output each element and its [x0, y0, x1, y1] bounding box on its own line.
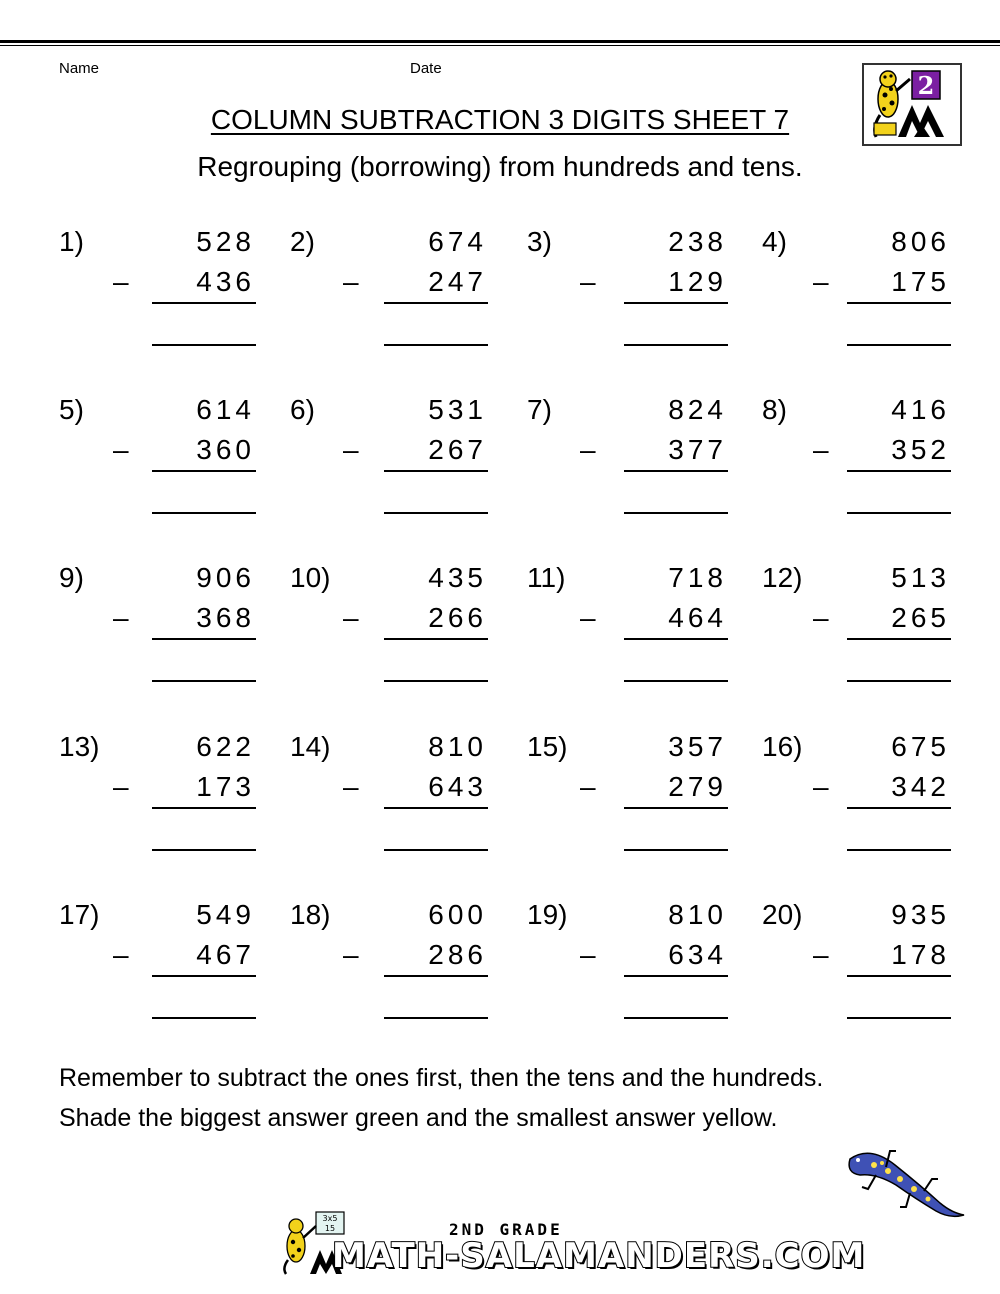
answer-line[interactable] — [624, 680, 728, 682]
answer-line[interactable] — [152, 512, 256, 514]
minuend: 416 — [891, 394, 950, 425]
subtrahend: 377 — [668, 434, 727, 465]
subtraction-line — [624, 807, 728, 809]
minus-sign: – — [813, 434, 829, 465]
minus-sign: – — [580, 434, 596, 465]
subtraction-line — [152, 470, 256, 472]
subtrahend: 352 — [891, 434, 950, 465]
answer-line[interactable] — [847, 1017, 951, 1019]
subtraction-line — [624, 302, 728, 304]
minus-sign: – — [580, 771, 596, 802]
minuend: 549 — [196, 899, 255, 930]
minuend: 435 — [428, 562, 487, 593]
problem-number: 18) — [290, 899, 331, 930]
subtrahend: 279 — [668, 771, 727, 802]
name-label: Name — [59, 60, 100, 77]
minuend: 531 — [428, 394, 487, 425]
subtraction-line — [384, 975, 488, 977]
subtrahend: 286 — [428, 939, 487, 970]
problem-number: 16) — [762, 731, 803, 762]
answer-line[interactable] — [384, 849, 488, 851]
problem-number: 9) — [59, 562, 84, 593]
subtraction-line — [384, 302, 488, 304]
subtraction-line — [847, 638, 951, 640]
minus-sign: – — [113, 266, 129, 297]
problem-number: 19) — [527, 899, 568, 930]
subtrahend: 265 — [891, 602, 950, 633]
minus-sign: – — [580, 939, 596, 970]
subtrahend: 267 — [428, 434, 487, 465]
instruction-line-1: Remember to subtract the ones first, then the tens and the hundreds. — [59, 1064, 824, 1092]
subtrahend: 173 — [196, 771, 255, 802]
problem-number: 15) — [527, 731, 568, 762]
problem-number: 20) — [762, 899, 803, 930]
footer-site-name: MATH-SALAMANDERS.COM — [332, 1236, 866, 1276]
blue-salamander-icon — [840, 1145, 970, 1225]
problem-number: 7) — [527, 394, 552, 425]
subtrahend: 266 — [428, 602, 487, 633]
answer-line[interactable] — [384, 344, 488, 346]
minuend: 718 — [668, 562, 727, 593]
subtrahend: 175 — [891, 266, 950, 297]
answer-line[interactable] — [847, 680, 951, 682]
subtrahend: 247 — [428, 266, 487, 297]
problem-number: 10) — [290, 562, 331, 593]
minus-sign: – — [113, 434, 129, 465]
problem-number: 8) — [762, 394, 787, 425]
date-label: Date — [410, 60, 442, 77]
minus-sign: – — [343, 266, 359, 297]
subtrahend: 342 — [891, 771, 950, 802]
problem-number: 3) — [527, 226, 552, 257]
subtrahend: 360 — [196, 434, 255, 465]
problem-number: 11) — [527, 562, 566, 593]
answer-line[interactable] — [384, 680, 488, 682]
problem-number: 12) — [762, 562, 803, 593]
answer-line[interactable] — [847, 512, 951, 514]
subtrahend: 129 — [668, 266, 727, 297]
subtrahend: 368 — [196, 602, 255, 633]
minus-sign: – — [813, 266, 829, 297]
minus-sign: – — [343, 939, 359, 970]
minus-sign: – — [343, 771, 359, 802]
subtraction-line — [152, 807, 256, 809]
minuend: 528 — [196, 226, 255, 257]
answer-line[interactable] — [624, 344, 728, 346]
minuend: 622 — [196, 731, 255, 762]
minus-sign: – — [113, 939, 129, 970]
instruction-line-2: Shade the biggest answer green and the smallest answer yellow. — [59, 1104, 778, 1132]
minuend: 935 — [891, 899, 950, 930]
svg-text:15: 15 — [324, 1224, 336, 1233]
minus-sign: – — [580, 602, 596, 633]
subtraction-line — [152, 302, 256, 304]
problem-number: 4) — [762, 226, 787, 257]
answer-line[interactable] — [384, 512, 488, 514]
subtraction-line — [384, 470, 488, 472]
minus-sign: – — [113, 602, 129, 633]
worksheet-title: COLUMN SUBTRACTION 3 DIGITS SHEET 7 — [210, 104, 790, 135]
subtraction-line — [624, 975, 728, 977]
answer-line[interactable] — [847, 849, 951, 851]
subtraction-line — [847, 807, 951, 809]
minus-sign: – — [580, 266, 596, 297]
subtrahend: 467 — [196, 939, 255, 970]
problem-number: 2) — [290, 226, 315, 257]
minuend: 674 — [428, 226, 487, 257]
minuend: 600 — [428, 899, 487, 930]
answer-line[interactable] — [624, 1017, 728, 1019]
minus-sign: – — [113, 771, 129, 802]
minuend: 238 — [668, 226, 727, 257]
answer-line[interactable] — [847, 344, 951, 346]
answer-line[interactable] — [384, 1017, 488, 1019]
answer-line[interactable] — [152, 680, 256, 682]
problem-number: 14) — [290, 731, 331, 762]
minuend: 806 — [891, 226, 950, 257]
minuend: 824 — [668, 394, 727, 425]
minus-sign: – — [343, 602, 359, 633]
problem-number: 13) — [59, 731, 100, 762]
subtraction-line — [152, 638, 256, 640]
answer-line[interactable] — [152, 849, 256, 851]
answer-line[interactable] — [152, 344, 256, 346]
problem-number: 5) — [59, 394, 84, 425]
subtraction-line — [847, 302, 951, 304]
minuend: 675 — [891, 731, 950, 762]
answer-line[interactable] — [624, 512, 728, 514]
minuend: 810 — [668, 899, 727, 930]
minuend: 357 — [668, 731, 727, 762]
subtrahend: 634 — [668, 939, 727, 970]
minus-sign: – — [343, 434, 359, 465]
subtrahend: 178 — [891, 939, 950, 970]
minuend: 906 — [196, 562, 255, 593]
minus-sign: – — [813, 939, 829, 970]
footer-grade-label: 2ND GRADE — [449, 1220, 563, 1239]
subtrahend: 436 — [196, 266, 255, 297]
answer-line[interactable] — [152, 1017, 256, 1019]
problem-number: 17) — [59, 899, 100, 930]
answer-line[interactable] — [624, 849, 728, 851]
problem-number: 1) — [59, 226, 84, 257]
subtraction-line — [384, 807, 488, 809]
subtraction-line — [624, 470, 728, 472]
svg-text:3x5: 3x5 — [322, 1214, 338, 1223]
minuend: 810 — [428, 731, 487, 762]
subtrahend: 464 — [668, 602, 727, 633]
subtraction-line — [384, 638, 488, 640]
problem-number: 6) — [290, 394, 315, 425]
minus-sign: – — [813, 602, 829, 633]
worksheet-subtitle: Regrouping (borrowing) from hundreds and tens. — [197, 151, 803, 182]
minus-sign: – — [813, 771, 829, 802]
subtraction-line — [847, 470, 951, 472]
minuend: 513 — [891, 562, 950, 593]
minuend: 614 — [196, 394, 255, 425]
subtraction-line — [152, 975, 256, 977]
grade-badge-number: 2 — [917, 71, 935, 100]
subtraction-line — [624, 638, 728, 640]
subtraction-line — [847, 975, 951, 977]
subtrahend: 643 — [428, 771, 487, 802]
